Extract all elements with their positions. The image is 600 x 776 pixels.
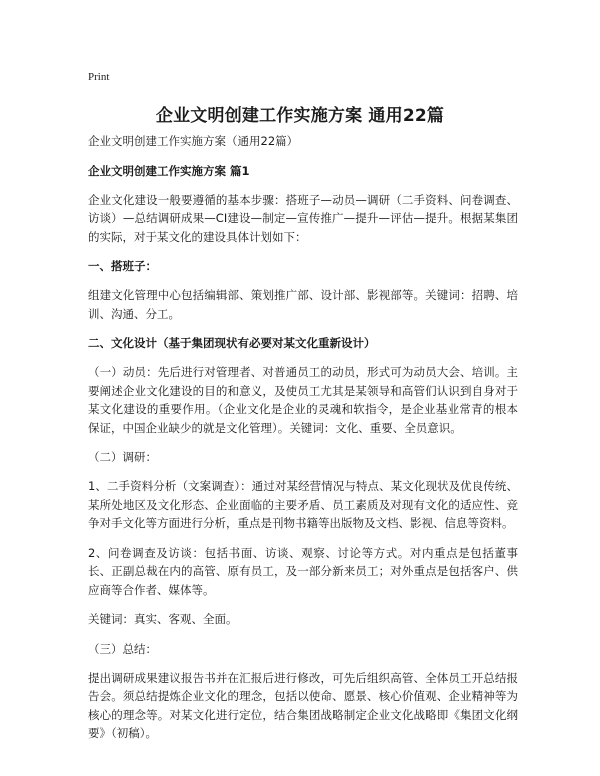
section-title: 企业文明创建工作实施方案 篇1	[88, 163, 250, 178]
print-label: Print	[88, 71, 110, 83]
document-title: 企业文明创建工作实施方案 通用22篇	[155, 106, 445, 126]
paragraph-secondary-data: 1、二手资料分析（文案调查）：通过对某经营情况与特点、某文化现状及优良传统、某所处地区及文化形态、企业面临的主要矛盾、员工素质及对现有文化的适应性、竞争对手文化等方面进行分析，重点是刊物书籍等出版物及文档、影视、信息等资料。	[88, 479, 518, 530]
document-body	[88, 132, 518, 754]
paragraph-survey-interview: 2、问卷调查及访谈：包括书面、访谈、观察、讨论等方式。对内重点是包括董事长、正副总裁在内的高管、原有员工，及一部分新来员工；对外重点是包括客户、供应商等合作者、媒体等。	[88, 545, 518, 597]
intro-paragraph: 企业文化建设一般要遵循的基本步骤：搭班子—动员—调研（二手资料、问卷调查、访谈）—总结调研成果—CI建设—制定—宣传推广—提升—评估—提升。根据某集团的实际，对于某文化的建设具体计划如下：	[88, 192, 518, 244]
paragraph-keywords: 关键词：真实、客观、全面。	[88, 612, 238, 626]
paragraph-summary: 提出调研成果建议报告书并在汇报后进行修改，可先后组织高管、全体员工开总结报告会。须总结提炼企业文化的理念，包括以使命、愿景、核心价值观、企业精神等为核心的理念等。对某文化进行定位，结合集团战略制定企业文化战略即《集团文化纲要》（初稿）。	[88, 670, 518, 740]
paragraph-mobilization: （一）动员：先后进行对管理者、对普通员工的动员，形式可为动员大会、培训。主要阐述企业文化建设的目的和意义，及使员工尤其是某领导和高管们认识到自身对于某文化建设的重要作用。（企业文化是企业的灵魂和软指令，是企业基业常青的根本保证，中国企业缺少的就是文化管理）。关键词：文化、重要、全员意识。	[88, 365, 518, 435]
heading-build-team: 一、搭班子：	[88, 259, 157, 273]
document-subtitle: 企业文明创建工作实施方案（通用22篇）	[88, 134, 299, 148]
paragraph-build-team: 组建文化管理中心包括编辑部、策划推广部、设计部、影视部等。关键词：招聘、培训、沟通、分工。	[88, 288, 518, 321]
heading-culture-design: 二、文化设计（基于集团现状有必要对某文化重新设计）	[88, 336, 376, 350]
subheading-research: （二）调研：	[88, 450, 157, 464]
subheading-summary: （三）总结：	[88, 641, 157, 656]
